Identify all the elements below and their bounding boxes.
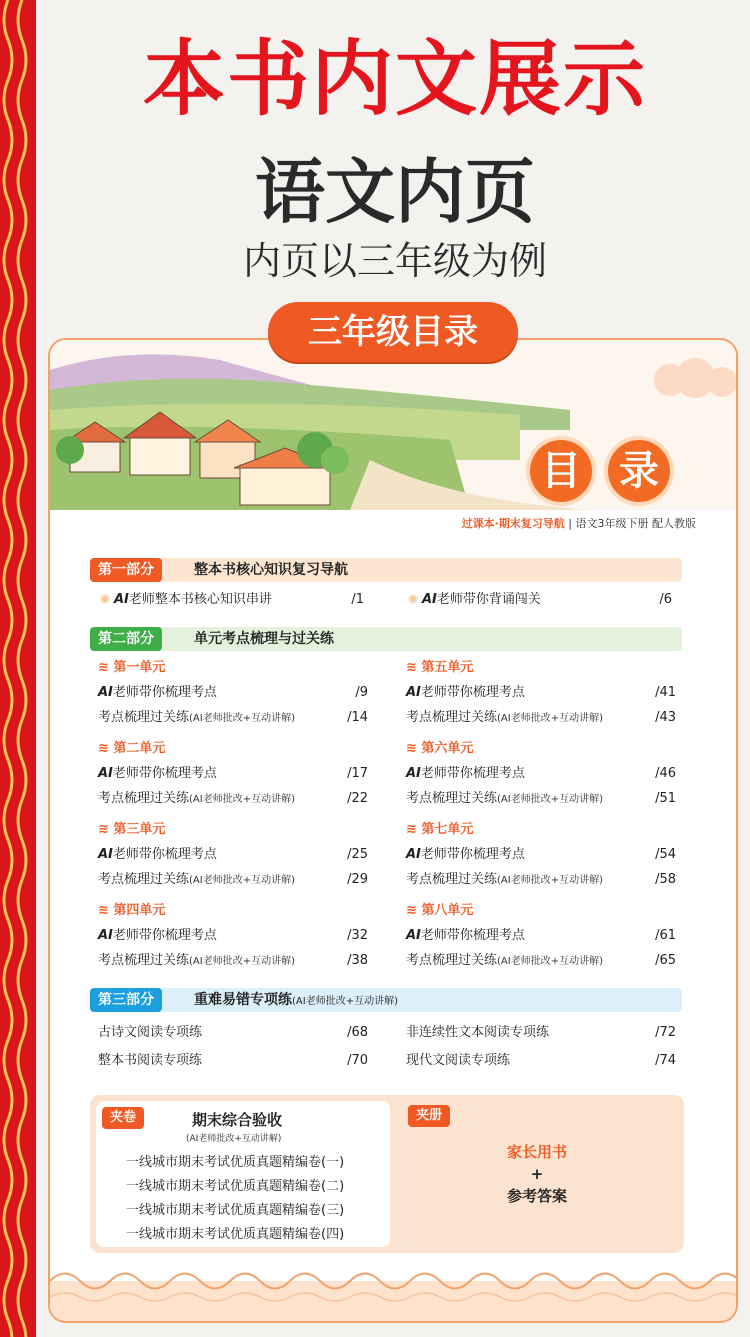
page-description: 内页以三年级为例 <box>242 239 547 283</box>
entry-text: 考点梳理过关练 <box>98 953 190 968</box>
ai-label: AI <box>98 685 113 700</box>
entry-text: 考点梳理过关练 <box>98 710 190 725</box>
toc-entry <box>98 708 295 728</box>
section-header-part1 <box>90 558 682 582</box>
insert-tag: 夹卷 <box>102 1107 144 1129</box>
page-number: /38 <box>347 953 368 968</box>
page-number: /58 <box>655 872 676 887</box>
toc-entry: 非连续性文本阅读专项练 <box>406 1025 550 1040</box>
ai-label: AI <box>422 592 437 607</box>
entry-note: (AI老师批改+互动讲解) <box>189 794 295 805</box>
entry-text: 老师带你梳理考点 <box>112 766 217 781</box>
section-title-text: 重难易错专项练 <box>194 992 292 1008</box>
toc-entry <box>406 683 525 703</box>
entry-note: (AI老师批改+互动讲解) <box>189 956 295 967</box>
decorative-side-strip <box>0 0 36 1337</box>
section-header-part3 <box>90 988 682 1012</box>
exam-paper-item: 一线城市期末考试优质真题精编卷(四) <box>126 1227 345 1242</box>
entry-text: 老师带你梳理考点 <box>112 928 217 943</box>
page-number: /1 <box>351 592 364 607</box>
ai-label: AI <box>114 592 129 607</box>
page-number: /43 <box>655 710 676 725</box>
page-title: 本书内文展示 <box>142 32 647 127</box>
exam-title: 期末综合验收 <box>192 1111 283 1129</box>
entry-note: (AI老师批改+互动讲解) <box>497 956 603 967</box>
exam-note: (AI老师批改+互动讲解) <box>186 1134 282 1144</box>
ai-label: AI <box>406 928 421 943</box>
page-number: /72 <box>655 1025 676 1040</box>
toc-entry <box>98 683 217 703</box>
toc-entry <box>406 951 603 971</box>
entry-text: 老师带你梳理考点 <box>420 928 525 943</box>
entry-note: (AI老师批改+互动讲解) <box>497 713 603 724</box>
book-edition: 语文3年级下册 配人教版 <box>575 517 696 530</box>
section-title <box>194 988 398 1014</box>
toc-entry: 现代文阅读专项练 <box>406 1053 511 1068</box>
toc-page-preview <box>48 338 738 1323</box>
ai-label: AI <box>98 928 113 943</box>
entry-text: 老师带你梳理考点 <box>112 847 217 862</box>
unit-heading: ≋ 第六单元 <box>406 741 474 756</box>
entry-text: 考点梳理过关练 <box>98 791 190 806</box>
section-tag: 第二部分 <box>90 627 162 651</box>
page-number: /65 <box>655 953 676 968</box>
toc-entry <box>408 590 541 610</box>
exam-paper-item: 一线城市期末考试优质真题精编卷(三) <box>126 1203 345 1218</box>
page-number: /6 <box>659 592 672 607</box>
entry-text: 老师整本书核心知识串讲 <box>128 592 272 607</box>
insert-tag: 夹册 <box>408 1105 450 1127</box>
bottom-wave-decoration <box>50 1261 738 1321</box>
page-number: /17 <box>347 766 368 781</box>
insert-materials-box <box>90 1095 684 1253</box>
ai-label: AI <box>406 847 421 862</box>
ai-label: AI <box>406 766 421 781</box>
toc-entry <box>406 764 525 784</box>
section-header-part2 <box>90 627 682 651</box>
entry-text: 考点梳理过关练 <box>406 791 498 806</box>
entry-text: 老师带你梳理考点 <box>420 766 525 781</box>
plus-sign: + <box>530 1165 544 1183</box>
toc-entry <box>100 590 272 610</box>
section-title: 单元考点梳理与过关练 <box>194 631 334 647</box>
section-note: (AI老师批改+互动讲解) <box>292 996 398 1007</box>
entry-text: 考点梳理过关练 <box>406 953 498 968</box>
wavy-gold-lines <box>0 0 36 1337</box>
page-number: /29 <box>347 872 368 887</box>
parent-book-label: 家长用书 <box>506 1143 567 1161</box>
entry-text: 考点梳理过关练 <box>406 872 498 887</box>
unit-heading: ≋ 第三单元 <box>98 822 166 837</box>
unit-heading: ≋ 第二单元 <box>98 741 166 756</box>
toc-entry: 整本书阅读专项练 <box>98 1053 203 1068</box>
toc-heading-char: 录 <box>608 440 670 502</box>
page-number: /9 <box>355 685 368 700</box>
page-number: /74 <box>655 1053 676 1068</box>
toc-entry <box>406 789 603 809</box>
page-number: /25 <box>347 847 368 862</box>
exam-paper-item: 一线城市期末考试优质真题精编卷(二) <box>126 1179 345 1194</box>
entry-text: 老师带你梳理考点 <box>112 685 217 700</box>
toc-heading <box>530 440 670 502</box>
section-tag: 第三部分 <box>90 988 162 1012</box>
exam-paper-item: 一线城市期末考试优质真题精编卷(一) <box>126 1155 345 1170</box>
page-number: /61 <box>655 928 676 943</box>
divider: | <box>568 517 576 530</box>
entry-text: 老师带你梳理考点 <box>420 685 525 700</box>
book-info-line <box>462 515 696 531</box>
page-subtitle: 语文内页 <box>255 151 535 233</box>
section-title: 整本书核心知识复习导航 <box>194 562 348 578</box>
toc-entry <box>98 845 217 865</box>
grade-toc-badge: 三年级目录 <box>268 302 518 362</box>
bullet-icon <box>408 594 418 604</box>
page-number: /22 <box>347 791 368 806</box>
entry-note: (AI老师批改+互动讲解) <box>189 713 295 724</box>
toc-entry: 古诗文阅读专项练 <box>98 1025 203 1040</box>
ai-label: AI <box>98 766 113 781</box>
ai-label: AI <box>98 847 113 862</box>
page-number: /41 <box>655 685 676 700</box>
toc-entry <box>406 870 603 890</box>
section-tag: 第一部分 <box>90 558 162 582</box>
entry-text: 老师带你梳理考点 <box>420 847 525 862</box>
page-number: /54 <box>655 847 676 862</box>
unit-heading: ≋ 第四单元 <box>98 903 166 918</box>
toc-entry <box>98 764 217 784</box>
toc-entry <box>98 951 295 971</box>
exam-paper-panel <box>96 1101 390 1247</box>
ai-label: AI <box>406 685 421 700</box>
entry-text: 考点梳理过关练 <box>98 872 190 887</box>
page-number: /14 <box>347 710 368 725</box>
entry-text: 考点梳理过关练 <box>406 710 498 725</box>
toc-entry <box>406 845 525 865</box>
page-number: /46 <box>655 766 676 781</box>
page-number: /70 <box>347 1053 368 1068</box>
unit-heading: ≋ 第五单元 <box>406 660 474 675</box>
page-number: /51 <box>655 791 676 806</box>
bullet-icon <box>100 594 110 604</box>
unit-heading: ≋ 第八单元 <box>406 903 474 918</box>
toc-entry <box>98 870 295 890</box>
entry-note: (AI老师批改+互动讲解) <box>497 794 603 805</box>
toc-entry <box>98 926 217 946</box>
entry-note: (AI老师批改+互动讲解) <box>189 875 295 886</box>
toc-entry <box>406 708 603 728</box>
unit-heading: ≋ 第一单元 <box>98 660 166 675</box>
toc-heading-char: 目 <box>530 440 592 502</box>
toc-entry <box>98 789 295 809</box>
series-name: 过课本·期末复习导航 <box>461 517 565 530</box>
entry-note: (AI老师批改+互动讲解) <box>497 875 603 886</box>
unit-heading: ≋ 第七单元 <box>406 822 474 837</box>
answer-key-label: 参考答案 <box>506 1187 567 1205</box>
entry-text: 老师带你背诵闯关 <box>436 592 541 607</box>
toc-entry <box>406 926 525 946</box>
page-number: /32 <box>347 928 368 943</box>
page-number: /68 <box>347 1025 368 1040</box>
